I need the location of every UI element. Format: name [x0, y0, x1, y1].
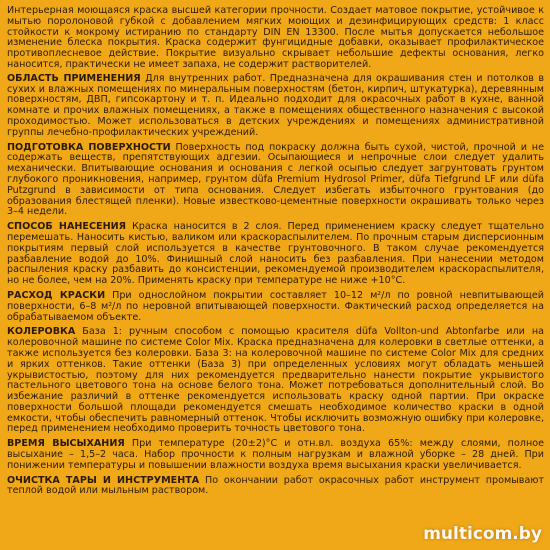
section-consumption: [7, 291, 544, 323]
section-drying-time: [7, 439, 544, 471]
section-application: [7, 74, 544, 139]
section-text: База 1: ручным способом с помощью красителя düfa Vollton-und Abtonfarbe или на колеровочной машине по системе Color Mix. Краска предназначена для колеровки в светлые оттенки, а также используется без колеровки. База 3: на колеровочной машине по системе Color Mix для средних и ярких оттенков. Такие оттенки (База 3) при определенных условиях могут обладать меньшей укрывистостью, поэтому для них рекомендуется предварительно нанести покрытие укрывистого пастельного цветового тона на основе белого тона. Может потребоваться дополнительный слой. Во избежание различий в оттенке рекомендуется использовать краску одной партии. При окраске поверхности большой площади рекомендуется смешать необходимое количество краски в одной емкости, чтобы обеспечить равномерный оттенок. Чтобы исключить возможную ошибку при колеровке, перед применением необходимо проверить точность цветового тона.: [7, 326, 544, 435]
section-text: Поверхность под покраску должна быть сухой, чистой, прочной и не содержать веществ, препятствующих адгезии. Осыпающиеся и непрочные слои следует удалить механически. Впитывающие основания и основания с легкой осыпью следует загрунтовать грунтом глубокого проникновения, например, грунтом düfa Premium Hydrosol Primer, düfa Tiefgrund LF или düfa Putzgrund в зависимости от типа основания. Следует избегать избыточного грунтования (до образования блестящей пленки). Новые известково-цементные поверхности окрашивать только через 3–4 недели.: [7, 141, 544, 218]
section-title: ОЧИСТКА ТАРЫ И ИНСТРУМЕНТА: [7, 474, 200, 486]
section-cleaning: [7, 476, 544, 498]
watermark: multicom.by: [423, 524, 542, 544]
section-application-method: [7, 222, 544, 287]
intro-paragraph: Интерьерная моющаяся краска высшей категории прочности. Создает матовое покрытие, устойчивое к мытью поролоновой губкой с добавлением мягких моющих и дезинфицирующих средств: 1 класс стойкости к мокрому истиранию по стандарту DIN EN 13300. После мытья допускается небольшое изменение блеска покрытия. Краска содержит фунгицидные добавки, оказывает профилактическое противоплесневое действие. Покрытие визуально скрывает небольшие дефекты основания, легко наносится, практически не имеет запаха, не содержит растворителей.: [7, 5, 544, 70]
section-title: СПОСОБ НАНЕСЕНИЯ: [7, 221, 127, 233]
section-text: По окончании работ окрасочных работ инструмент промывают теплой водой или мыльным раствором.: [7, 474, 544, 497]
section-title: РАСХОД КРАСКИ: [7, 289, 106, 301]
section-title: КОЛЕРОВКА: [7, 326, 76, 338]
section-tinting: [7, 327, 544, 435]
section-surface-preparation: [7, 143, 544, 219]
section-title: ПОДГОТОВКА ПОВЕРХНОСТИ: [7, 141, 171, 153]
document-body: [7, 6, 544, 501]
section-text: При однослойном покрытии составляет 10–12 м²/л по ровной невпитывающей поверхности, 6–8 м²/л по неровной впитывающей поверхности. Фактический расход определяется на обрабатываемом объекте.: [7, 289, 544, 323]
section-title: ВРЕМЯ ВЫСЫХАНИЯ: [7, 438, 125, 450]
section-text: Краска наносится в 2 слоя. Перед применением краску следует тщательно перемешать. Наносить кистью, валиком или краскораспылителем. По прочным старым дисперсионным покрытиям первый слой используется в качестве грунтовочного. В таком случае рекомендуется разбавление водой до 10%. Финишный слой наносить без разбавления. При нанесении методом распыления краску разбавить до консистенции, рекомендуемой производителем краскораспылителя, но не более, чем на 20%. Применять краску при температуре не ниже +10°С.: [7, 221, 544, 287]
section-text: При температуре (20±2)°С и отн.вл. воздуха 65%: между слоями, полное высыхание – 1,5–2 часа. Набор прочности к полным нагрузкам и влажной уборке – 28 дней. При понижении температуры и повышении влажности воздуха время высыхания краски увеличивается.: [7, 438, 544, 471]
section-text: Для внутренних работ. Предназначена для окрашивания стен и потолков в сухих и влажных помещениях по минеральным поверхностям (бетон, кирпич, штукатурка), деревянным поверхностям, ДВП, гипсокартону и т. п. Идеально подходит для окрасочных работ в кухне, ванной комнате и прочих влажных помещениях, а также в помещениях общественного назначения с высокой проходимостью. Может использоваться в детских учреждениях и помещениях административной группы лечебно-профилактических учреждений.: [7, 72, 544, 138]
section-title: ОБЛАСТЬ ПРИМЕНЕНИЯ: [7, 72, 141, 84]
